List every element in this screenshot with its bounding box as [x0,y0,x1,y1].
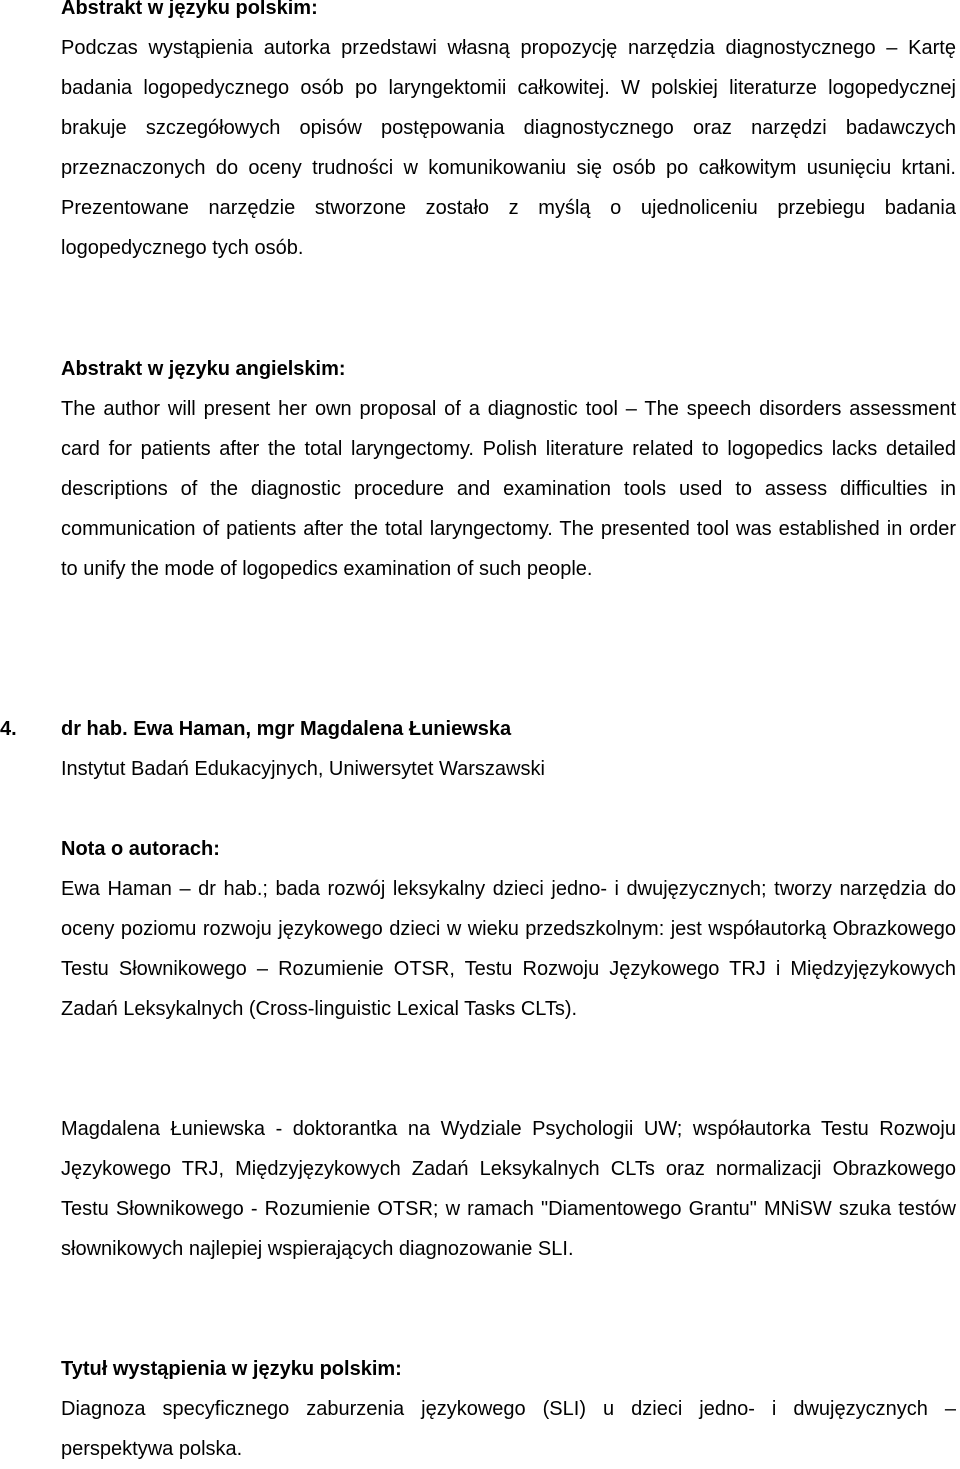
entry-number: 4. [0,718,17,740]
entry-institution-block [61,749,956,789]
abstract-english-section [61,349,956,589]
authors-note-luniewska-block [61,1109,956,1269]
talk-title-polish-section [61,1349,956,1469]
authors-note-haman: Ewa Haman – dr hab.; bada rozwój leksykalny dzieci jedno- i dwujęzycznych; tworzy narzędzia do oceny poziomu rozwoju językowego dzieci w wieku przedszkolnym: jest współautorką Obrazkowego Testu Słownikowego – Rozumienie OTSR, Testu Rozwoju Językowego TRJ i Międzyjęzykowych Zadań Leksykalnych (Cross-linguistic Lexical Tasks CLTs). [61,878,956,1020]
abstract-polish-section [61,0,956,268]
entry-institution: Instytut Badań Edukacyjnych, Uniwersytet Warszawski [61,758,545,780]
authors-note-section [61,829,956,1029]
abstract-polish-heading: Abstrakt w języku polskim: [61,0,318,19]
entry-authors: dr hab. Ewa Haman, mgr Magdalena Łuniewska [61,718,512,740]
authors-note-luniewska: Magdalena Łuniewska - doktorantka na Wydziale Psychologii UW; współautorka Testu Rozwoju Językowego TRJ, Międzyjęzykowych Zadań Leksykalnych CLTs oraz normalizacji Obrazkowego Testu Słownikowego - Rozumienie OTSR; w ramach "Diamentowego Grantu" MNiSW szuka testów słownikowych najlepiej wspierających diagnozowanie SLI. [61,1118,956,1260]
abstract-english-heading: Abstrakt w języku angielskim: [61,358,346,380]
abstract-english-text: The author will present her own proposal of a diagnostic tool – The speech disorders assessment card for patients after the total laryngectomy. Polish literature related to logopedics lacks detailed descriptions of the diagnostic procedure and examination tools used to assess difficulties in communication of patients after the total laryngectomy. The presented tool was established in order to unify the mode of logopedics examination of such people. [61,398,956,580]
abstract-polish-text: Podczas wystąpienia autorka przedstawi własną propozycję narzędzia diagnostycznego – Kartę badania logopedycznego osób po laryngektomii całkowitej. W polskiej literaturze logopedycznej brakuje szczegółowych opisów postępowania diagnostycznego oraz narzędzi badawczych przeznaczonych do oceny trudności w komunikowaniu się osób po całkowitym usunięciu krtani. Prezentowane narzędzie stworzone zostało z myślą o ujednoliceniu przebiegu badania logopedycznego tych osób. [61,37,956,259]
authors-note-heading: Nota o autorach: [61,838,220,860]
talk-title-polish-text: Diagnoza specyficznego zaburzenia językowego (SLI) u dzieci jedno- i dwujęzycznych – perspektywa polska. [61,1398,956,1460]
talk-title-polish-heading: Tytuł wystąpienia w języku polskim: [61,1358,402,1380]
